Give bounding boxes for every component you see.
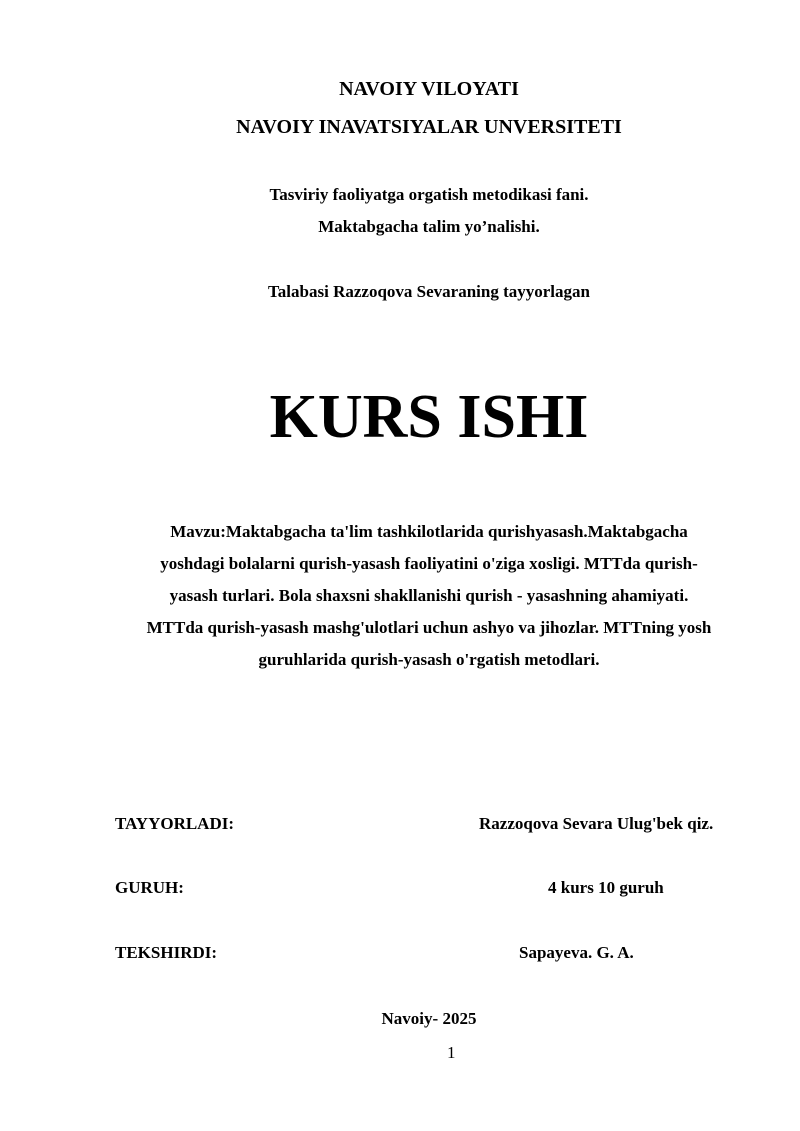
topic-line: yoshdagi bolalarni qurish-yasash faoliyatini o'ziga xosligi. MTTda qurish- [160,554,698,573]
page-number: 1 [447,1043,456,1062]
topic-line: yasash turlari. Bola shaxsni shakllanishi qurish - yasashning ahamiyati. [169,586,689,605]
checked-value: Sapayeva. G. A. [519,943,634,962]
prepared-value: Razzoqova Sevara Ulug'bek qiz. [479,814,714,833]
subject-line-2: Maktabgacha talim yo’nalishi. [318,217,540,236]
checked-label: TEKSHIRDI: [115,943,218,962]
topic-line: Mavzu:Maktabgacha ta'lim tashkilotlarida qurishyasash.Maktabgacha [170,522,688,541]
topic-line: MTTda qurish-yasash mashg'ulotlari uchun ashyo va jihozlar. MTTning yosh [146,618,712,637]
topic-block [110,516,748,676]
prepared-label: TAYYORLADI: [115,814,235,833]
region-heading: NAVOIY VILOYATI [339,78,519,100]
document-title: KURS ISHI [269,383,589,451]
prepared-by-line: Talabasi Razzoqova Sevaraning tayyorlagan [268,282,590,301]
group-value: 4 kurs 10 guruh [548,878,664,897]
group-label: GURUH: [115,878,184,897]
place-year: Navoiy- 2025 [381,1009,477,1028]
university-heading: NAVOIY INAVATSIYALAR UNVERSITETI [236,116,622,138]
topic-line: guruhlarida qurish-yasash o'rgatish metodlari. [258,650,600,669]
subject-line-1: Tasviriy faoliyatga orgatish metodikasi fani. [269,185,589,204]
